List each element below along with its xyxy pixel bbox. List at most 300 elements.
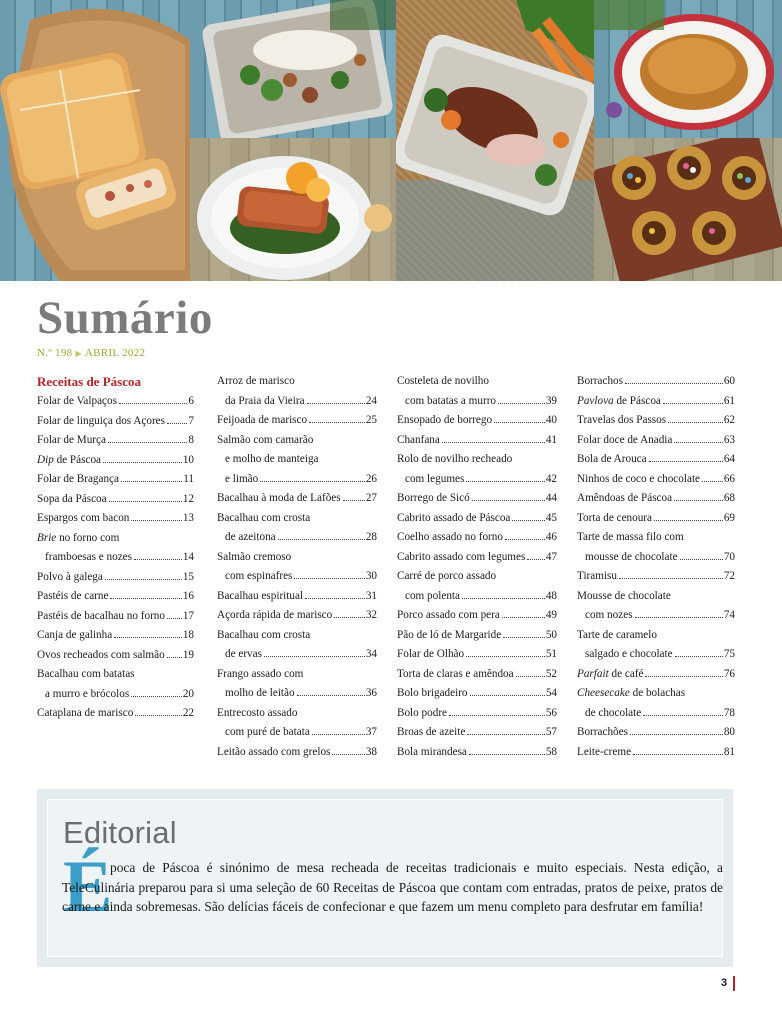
toc-entry-text: mousse de chocolate — [585, 550, 678, 563]
toc-page-number: 13 — [182, 512, 194, 524]
toc-entry-title — [577, 509, 652, 529]
toc-entry[interactable] — [37, 626, 194, 646]
toc-entry[interactable] — [397, 548, 557, 568]
toc-entry-text: Mousse de chocolate — [577, 589, 671, 602]
toc-page-number: 68 — [723, 492, 735, 504]
toc-page-number: 41 — [545, 433, 557, 446]
toc-entry-line — [37, 470, 194, 490]
toc-entry-text: de bolachas — [629, 687, 686, 699]
toc-entry-title — [225, 567, 292, 587]
toc-entry[interactable] — [577, 450, 735, 470]
toc-entry-line — [217, 372, 377, 392]
toc-entry-line — [577, 509, 735, 529]
toc-entry-title — [577, 743, 631, 763]
toc-entry-line — [577, 606, 735, 626]
toc-entry-line — [397, 411, 557, 431]
toc-entry-line — [37, 451, 194, 471]
toc-entry-title — [217, 411, 307, 431]
toc-entry[interactable] — [577, 509, 735, 529]
toc-dot-leader — [108, 442, 187, 443]
toc-dot-leader — [294, 578, 364, 579]
toc-dot-leader — [512, 520, 544, 521]
toc-dot-leader — [467, 734, 544, 735]
toc-entry-line — [397, 684, 557, 704]
toc-entry-title — [397, 704, 447, 724]
toc-dot-leader — [466, 656, 545, 657]
toc-page-number: 12 — [182, 492, 194, 505]
toc-entry[interactable] — [397, 528, 557, 548]
toc-entry-line — [217, 684, 377, 704]
toc-page-number: 69 — [723, 511, 735, 524]
toc-entry[interactable] — [37, 568, 194, 588]
toc-entry-line — [577, 489, 735, 509]
toc-entry-title — [217, 372, 295, 392]
toc-entry[interactable] — [217, 411, 377, 431]
toc-entry[interactable] — [577, 431, 735, 451]
toc-entry-title — [37, 568, 103, 588]
toc-entry-text: Costeleta de novilho — [397, 375, 489, 387]
toc-entry-line — [37, 704, 194, 724]
toc-entry[interactable] — [397, 645, 557, 665]
editorial-panel — [47, 799, 723, 957]
toc-entry-text: Porco assado com pera — [397, 609, 500, 621]
toc-entry-text: Borrachões — [577, 726, 628, 738]
toc-dot-leader — [680, 559, 723, 560]
toc-entry-line — [397, 743, 557, 763]
toc-dot-leader — [309, 422, 365, 423]
toc-entry[interactable] — [37, 470, 194, 490]
cover-photo-collage — [0, 0, 782, 281]
toc-entry-line — [577, 743, 735, 763]
toc-entry-title — [37, 470, 119, 490]
toc-entry-title — [585, 606, 633, 626]
toc-entry[interactable] — [217, 372, 377, 411]
toc-entry-line — [37, 548, 194, 568]
toc-entry-line — [37, 665, 194, 685]
toc-entry-text: Bola de Arouca — [577, 453, 647, 465]
toc-entry-title — [397, 431, 440, 451]
toc-dot-leader — [503, 637, 545, 638]
toc-entry[interactable] — [577, 626, 735, 665]
toc-dot-leader — [643, 715, 723, 716]
toc-dot-leader — [635, 617, 723, 618]
toc-entry-text: Carré de porco assado — [397, 570, 497, 582]
toc-page-number: 54 — [545, 687, 557, 699]
photo-folar-plate — [594, 0, 782, 138]
toc-page-number: 26 — [365, 472, 377, 485]
issue-date: ABRIL 2022 — [84, 347, 146, 359]
toc-entry-text: Canja de galinha — [37, 629, 113, 641]
toc-entry-text: com polenta — [405, 589, 460, 602]
toc-entry-title — [37, 412, 165, 432]
toc-entry-line — [577, 684, 735, 704]
toc-dot-leader — [114, 637, 182, 638]
toc-entry-title — [577, 431, 672, 451]
toc-entry-title — [577, 567, 617, 587]
toc-dot-leader — [260, 481, 365, 482]
toc-entry-title — [37, 451, 101, 471]
toc-entry-text: de chocolate — [585, 706, 642, 719]
toc-entry-line — [577, 450, 735, 470]
toc-entry[interactable] — [397, 704, 557, 724]
toc-entry-text: com espinafres — [225, 570, 293, 582]
toc-entry-title — [405, 392, 496, 412]
toc-entry[interactable] — [577, 684, 735, 723]
toc-page-number: 61 — [723, 394, 735, 407]
toc-entry-line — [37, 509, 194, 529]
toc-entry-text: Travelas dos Passos — [577, 414, 667, 426]
toc-dot-leader — [119, 403, 187, 404]
toc-entry-line — [37, 490, 194, 510]
toc-entry[interactable] — [37, 412, 194, 432]
toc-entry-text: Tiramisu — [577, 570, 617, 582]
toc-entry-line — [577, 548, 735, 568]
toc-page-number: 81 — [723, 745, 735, 758]
toc-entry-text: Pão de ló de Margaride — [397, 628, 502, 641]
toc-entry-text: salgado e chocolate — [585, 648, 673, 660]
toc-entry[interactable] — [217, 509, 377, 548]
toc-entry-text: no forno com — [56, 531, 120, 544]
toc-entry[interactable] — [217, 489, 377, 509]
toc-entry-text: Coelho assado no forno — [397, 531, 503, 543]
toc-entry-italic-term: Cheesecake — [577, 687, 630, 699]
toc-entry-title — [577, 372, 623, 392]
toc-entry-text: Folar de Bragança — [37, 473, 120, 485]
toc-entry-text: Bola mirandesa — [397, 745, 467, 758]
toc-entry[interactable] — [217, 626, 377, 665]
toc-entry-line — [397, 431, 557, 451]
toc-page-number: 32 — [365, 609, 377, 621]
toc-entry-line — [217, 450, 377, 470]
toc-page-number: 14 — [182, 551, 194, 563]
toc-dot-leader — [505, 539, 545, 540]
toc-dot-leader — [654, 520, 723, 521]
toc-entry[interactable] — [217, 587, 377, 607]
toc-entry-text: Pastéis de carne — [37, 590, 109, 602]
toc-entry-line — [217, 470, 377, 490]
toc-dot-leader — [527, 559, 544, 560]
toc-entry[interactable] — [37, 607, 194, 627]
toc-entry-text: Torta de claras e amêndoa — [397, 667, 514, 680]
toc-entry-text: com batatas a murro — [405, 394, 497, 407]
toc-dot-leader — [167, 618, 182, 619]
toc-entry-line — [217, 431, 377, 451]
toc-dot-leader — [332, 754, 364, 755]
toc-column-2 — [217, 372, 377, 762]
toc-entry[interactable] — [397, 411, 557, 431]
toc-dot-leader — [645, 676, 722, 677]
toc-entry-line — [577, 567, 735, 587]
toc-entry[interactable] — [217, 704, 377, 743]
toc-entry-title — [217, 606, 332, 626]
toc-entry-text: Tarte de caramelo — [577, 628, 657, 641]
toc-entry-title — [37, 646, 165, 666]
toc-dot-leader — [134, 559, 182, 560]
toc-dot-leader — [131, 696, 182, 697]
toc-dot-leader — [663, 403, 723, 404]
toc-entry-text: Leite-creme — [577, 745, 632, 758]
toc-dot-leader — [466, 481, 544, 482]
toc-entry-text: Frango assado com — [217, 667, 304, 680]
toc-entry-line — [217, 528, 377, 548]
toc-entry[interactable] — [37, 646, 194, 666]
toc-entry[interactable] — [37, 451, 194, 471]
toc-entry[interactable] — [397, 665, 557, 685]
toc-page-number: 72 — [723, 570, 735, 582]
toc-page-number: 45 — [545, 511, 557, 524]
toc-entry[interactable] — [577, 392, 735, 412]
toc-entry-text: Bacalhau com batatas — [37, 668, 135, 680]
toc-entry-title — [217, 587, 303, 607]
toc-entry-text: framboesas e nozes — [45, 551, 132, 563]
toc-entry-text: Folar de Olhão — [397, 648, 465, 660]
toc-entry-title — [217, 548, 291, 568]
toc-entry-line — [37, 626, 194, 646]
toc-entry[interactable] — [577, 489, 735, 509]
toc-entry[interactable] — [577, 372, 735, 392]
toc-entry-text: Bolo podre — [397, 706, 448, 719]
toc-entry-title — [37, 431, 106, 451]
toc-entry[interactable] — [37, 509, 194, 529]
toc-dot-leader — [167, 423, 187, 424]
toc-entry[interactable] — [37, 490, 194, 510]
toc-entry-title — [225, 645, 262, 665]
toc-dot-leader — [462, 598, 545, 599]
toc-dot-leader — [668, 422, 723, 423]
toc-dot-leader — [630, 734, 723, 735]
toc-entry-text: Folar de Murça — [37, 434, 106, 446]
toc-entry-line — [217, 587, 377, 607]
toc-entry[interactable] — [217, 606, 377, 626]
page-number: 3 — [721, 977, 728, 989]
toc-entry-title — [577, 392, 661, 412]
toc-entry-title — [217, 489, 341, 509]
toc-entry-line — [577, 704, 735, 724]
toc-entry-text: Bacalhau com crosta — [217, 511, 311, 524]
toc-entry-line — [577, 665, 735, 685]
toc-entry-title — [37, 607, 165, 627]
toc-page-number: 58 — [545, 745, 557, 758]
toc-entry-title — [397, 645, 464, 665]
toc-page-number: 78 — [723, 706, 735, 719]
toc-entry-text: Salmão cremoso — [217, 550, 292, 563]
toc-page-number: 34 — [365, 648, 377, 660]
toc-entry-text: e limão — [225, 472, 259, 485]
toc-entry[interactable] — [397, 567, 557, 606]
toc-page-number: 62 — [723, 414, 735, 426]
toc-entry-text: Pastéis de bacalhau no forno — [37, 609, 165, 622]
photo-fish-tray — [190, 0, 396, 138]
toc-entry[interactable] — [37, 392, 194, 412]
toc-entry-text: Arroz de marisco — [217, 375, 295, 387]
toc-dot-leader — [675, 656, 723, 657]
toc-entry-title — [397, 723, 465, 743]
toc-entry-title — [577, 723, 628, 743]
toc-page-number: 37 — [365, 726, 377, 738]
toc-page-number: 8 — [188, 434, 194, 446]
toc-entry[interactable] — [577, 411, 735, 431]
toc-entry-text: de azeitona — [225, 531, 276, 543]
issue-separator-icon: ▶ — [75, 349, 82, 358]
toc-entry[interactable] — [397, 509, 557, 529]
toc-entry[interactable] — [577, 528, 735, 567]
toc-entry-title — [217, 431, 313, 451]
toc-entry-text: Ninhos de coco e chocolate — [577, 472, 701, 485]
toc-entry[interactable] — [217, 431, 377, 490]
toc-page-number: 66 — [723, 472, 735, 485]
toc-entry-title — [577, 665, 643, 685]
toc-entry[interactable] — [397, 743, 557, 763]
toc-entry-line — [37, 392, 194, 412]
toc-dot-leader — [264, 656, 365, 657]
toc-entry[interactable] — [577, 470, 735, 490]
toc-entry-line — [397, 587, 557, 607]
toc-entry-title — [217, 626, 310, 646]
toc-page-number: 24 — [365, 394, 377, 407]
toc-entry-line — [397, 528, 557, 548]
toc-entry-title — [217, 665, 303, 685]
toc-entry-title — [217, 704, 297, 724]
toc-dot-leader — [167, 657, 182, 658]
toc-entry-title — [225, 450, 319, 470]
toc-entry-text: Ovos recheados com salmão — [37, 648, 165, 661]
toc-page-number: 42 — [545, 472, 557, 485]
toc-entry[interactable] — [397, 684, 557, 704]
toc-entry-line — [37, 607, 194, 627]
toc-dot-leader — [121, 481, 182, 482]
toc-entry-line — [577, 528, 735, 548]
toc-entry[interactable] — [397, 372, 557, 411]
toc-entry-title — [37, 704, 133, 724]
toc-entry-title — [577, 626, 657, 646]
toc-entry-text: Polvo à galega — [37, 570, 103, 583]
toc-entry-title — [37, 490, 107, 510]
toc-entry-title — [37, 587, 108, 607]
toc-entry-text: Torta de cenoura — [577, 511, 653, 524]
toc-entry[interactable] — [217, 665, 377, 704]
toc-entry-line — [217, 626, 377, 646]
toc-entry[interactable] — [397, 431, 557, 451]
toc-dot-leader — [110, 598, 181, 599]
toc-page-number: 63 — [723, 433, 735, 446]
toc-entry-line — [577, 626, 735, 646]
toc-section-title: Receitas de Páscoa — [37, 374, 141, 389]
page-title: Sumário — [37, 292, 213, 344]
toc-page-number: 30 — [365, 570, 377, 582]
toc-entry[interactable] — [577, 723, 735, 743]
toc-entry-title — [225, 392, 305, 412]
toc-entry-line — [217, 606, 377, 626]
toc-entry-title — [225, 528, 276, 548]
toc-dot-leader — [449, 715, 545, 716]
toc-entry[interactable] — [397, 606, 557, 626]
toc-entry[interactable] — [37, 529, 194, 568]
toc-entry[interactable] — [577, 567, 735, 587]
toc-entry-title — [585, 548, 678, 568]
toc-entry-line — [397, 470, 557, 490]
toc-entry-text: de Páscoa — [613, 394, 661, 407]
toc-entry[interactable] — [397, 450, 557, 489]
toc-entry[interactable] — [397, 723, 557, 743]
toc-entry-line — [397, 489, 557, 509]
toc-dot-leader — [109, 501, 182, 502]
toc-entry-line — [217, 645, 377, 665]
toc-entry[interactable] — [37, 704, 194, 724]
toc-page-number: 10 — [182, 453, 194, 466]
toc-page-number: 16 — [182, 590, 194, 602]
toc-entry-title — [397, 509, 510, 529]
toc-entry-text: Bacalhau à moda de Lafões — [217, 492, 341, 504]
toc-entry-title — [37, 509, 129, 529]
toc-page-number: 70 — [723, 550, 735, 563]
toc-entries — [217, 372, 377, 762]
toc-dot-leader — [516, 676, 545, 677]
toc-entry-line — [217, 743, 377, 763]
toc-entry[interactable] — [37, 587, 194, 607]
toc-dot-leader — [649, 461, 723, 462]
toc-page-number: 25 — [365, 414, 377, 426]
toc-column-1 — [37, 372, 194, 724]
toc-page-number: 60 — [723, 375, 735, 387]
toc-dot-leader — [131, 520, 181, 521]
toc-column-4 — [577, 372, 735, 762]
toc-entry[interactable] — [37, 431, 194, 451]
toc-entry[interactable] — [397, 489, 557, 509]
toc-entry[interactable] — [217, 548, 377, 587]
toc-entry-line — [397, 626, 557, 646]
toc-entry-title — [37, 529, 119, 549]
toc-dot-leader — [103, 462, 182, 463]
toc-entry-title — [397, 567, 496, 587]
toc-entry-title — [577, 684, 685, 704]
toc-entry-text: Tarte de massa filo com — [577, 531, 684, 543]
toc-page-number: 57 — [545, 726, 557, 738]
photo-roast-with-vegetables — [396, 0, 594, 281]
toc-page-number: 27 — [365, 492, 377, 504]
toc-entry-title — [397, 411, 492, 431]
toc-entry[interactable] — [577, 587, 735, 626]
toc-entry-text: Rolo de novilho recheado — [397, 453, 513, 465]
toc-dot-leader — [305, 598, 365, 599]
toc-entry-line — [397, 548, 557, 568]
toc-page-number: 39 — [545, 394, 557, 407]
toc-entry-title — [577, 411, 666, 431]
toc-dot-leader — [674, 500, 723, 501]
toc-dot-leader — [625, 383, 723, 384]
toc-entry[interactable] — [577, 665, 735, 685]
toc-entry-text: Folar de Valpaços — [37, 395, 117, 407]
toc-entries — [397, 372, 557, 762]
toc-entry-text: e molho de manteiga — [225, 453, 319, 465]
toc-entry-title — [577, 489, 672, 509]
toc-entry[interactable] — [397, 626, 557, 646]
toc-entry-line — [217, 567, 377, 587]
toc-entry[interactable] — [37, 665, 194, 704]
toc-dot-leader — [702, 481, 723, 482]
toc-page-number: 64 — [723, 453, 735, 465]
toc-entry-title — [45, 548, 132, 568]
toc-entry-line — [37, 431, 194, 451]
toc-page-number: 76 — [723, 667, 735, 680]
issue-info — [37, 347, 145, 360]
toc-entry-title — [397, 489, 470, 509]
toc-entry-title — [577, 470, 700, 490]
toc-entry[interactable] — [577, 743, 735, 763]
toc-entry-line — [397, 645, 557, 665]
toc-entry-title — [217, 509, 310, 529]
toc-entry[interactable] — [217, 743, 377, 763]
toc-entry-line — [397, 372, 557, 392]
